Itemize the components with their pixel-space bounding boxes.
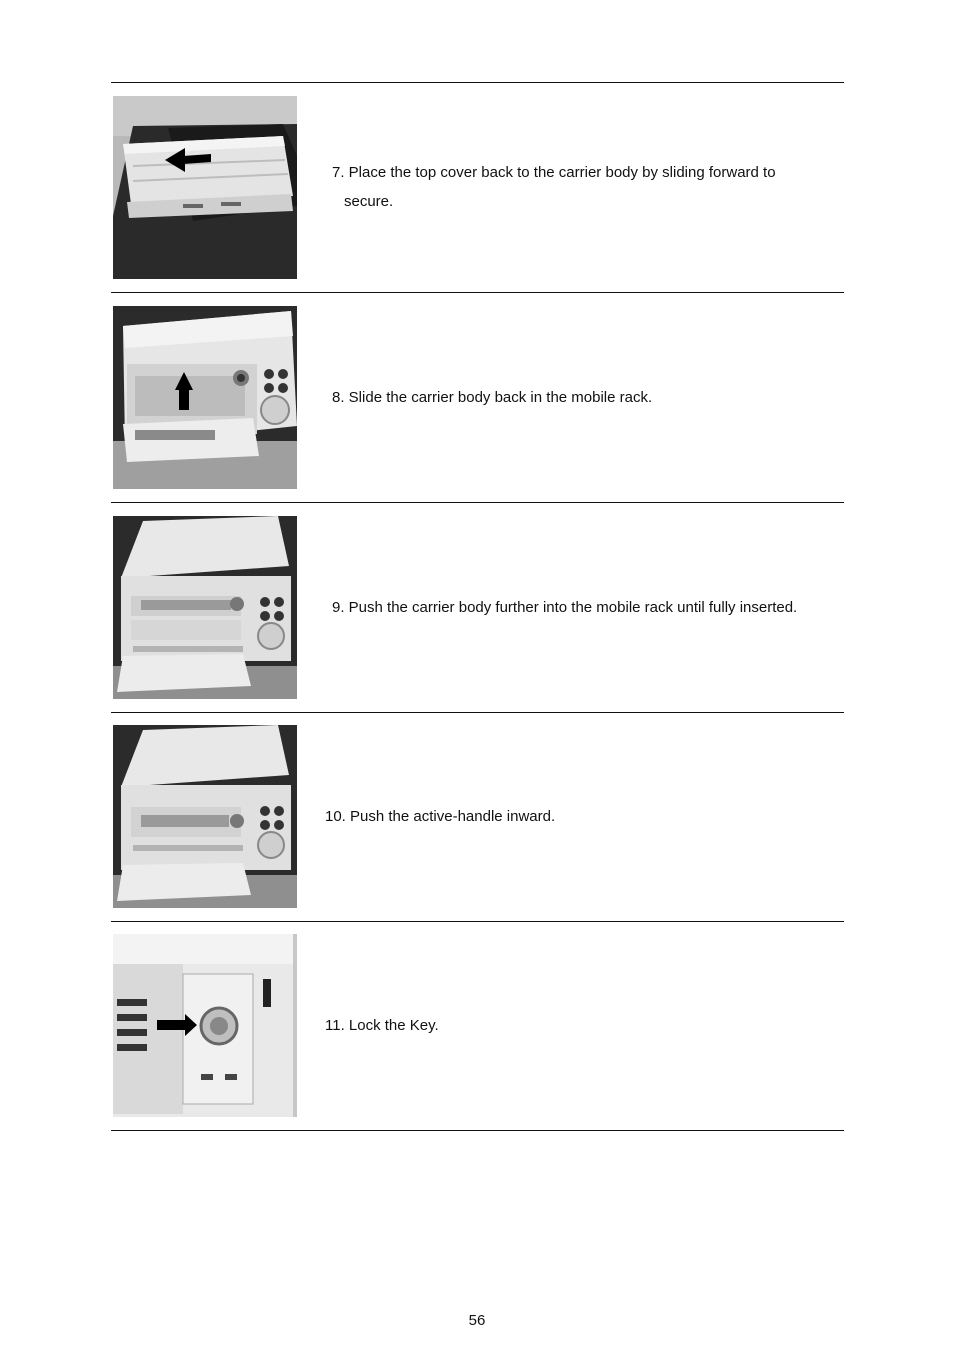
step-7-photo: [113, 96, 297, 279]
step-8-photo: [113, 306, 297, 489]
step-10-text: 10. Push the active-handle inward.: [325, 808, 556, 825]
table-rule: [111, 712, 844, 713]
step-9-photo: [113, 516, 297, 699]
step-11-photo: [113, 934, 297, 1117]
page-number: 56: [468, 1312, 486, 1329]
step-9-text: 9. Push the carrier body further into the mobile rack until fully inserted.: [332, 599, 798, 616]
table-rule: [111, 921, 844, 922]
step-11-text: 11. Lock the Key.: [325, 1017, 439, 1034]
table-rule: [111, 502, 844, 503]
step-8-text: 8. Slide the carrier body back in the mobile rack.: [332, 389, 653, 406]
table-rule-top: [111, 82, 844, 83]
step-7-text: 7. Place the top cover back to the carrier body by sliding forward to secure.: [332, 164, 776, 210]
step-10-photo: [113, 725, 297, 908]
table-rule: [111, 292, 844, 293]
table-rule-bottom: [111, 1130, 844, 1131]
